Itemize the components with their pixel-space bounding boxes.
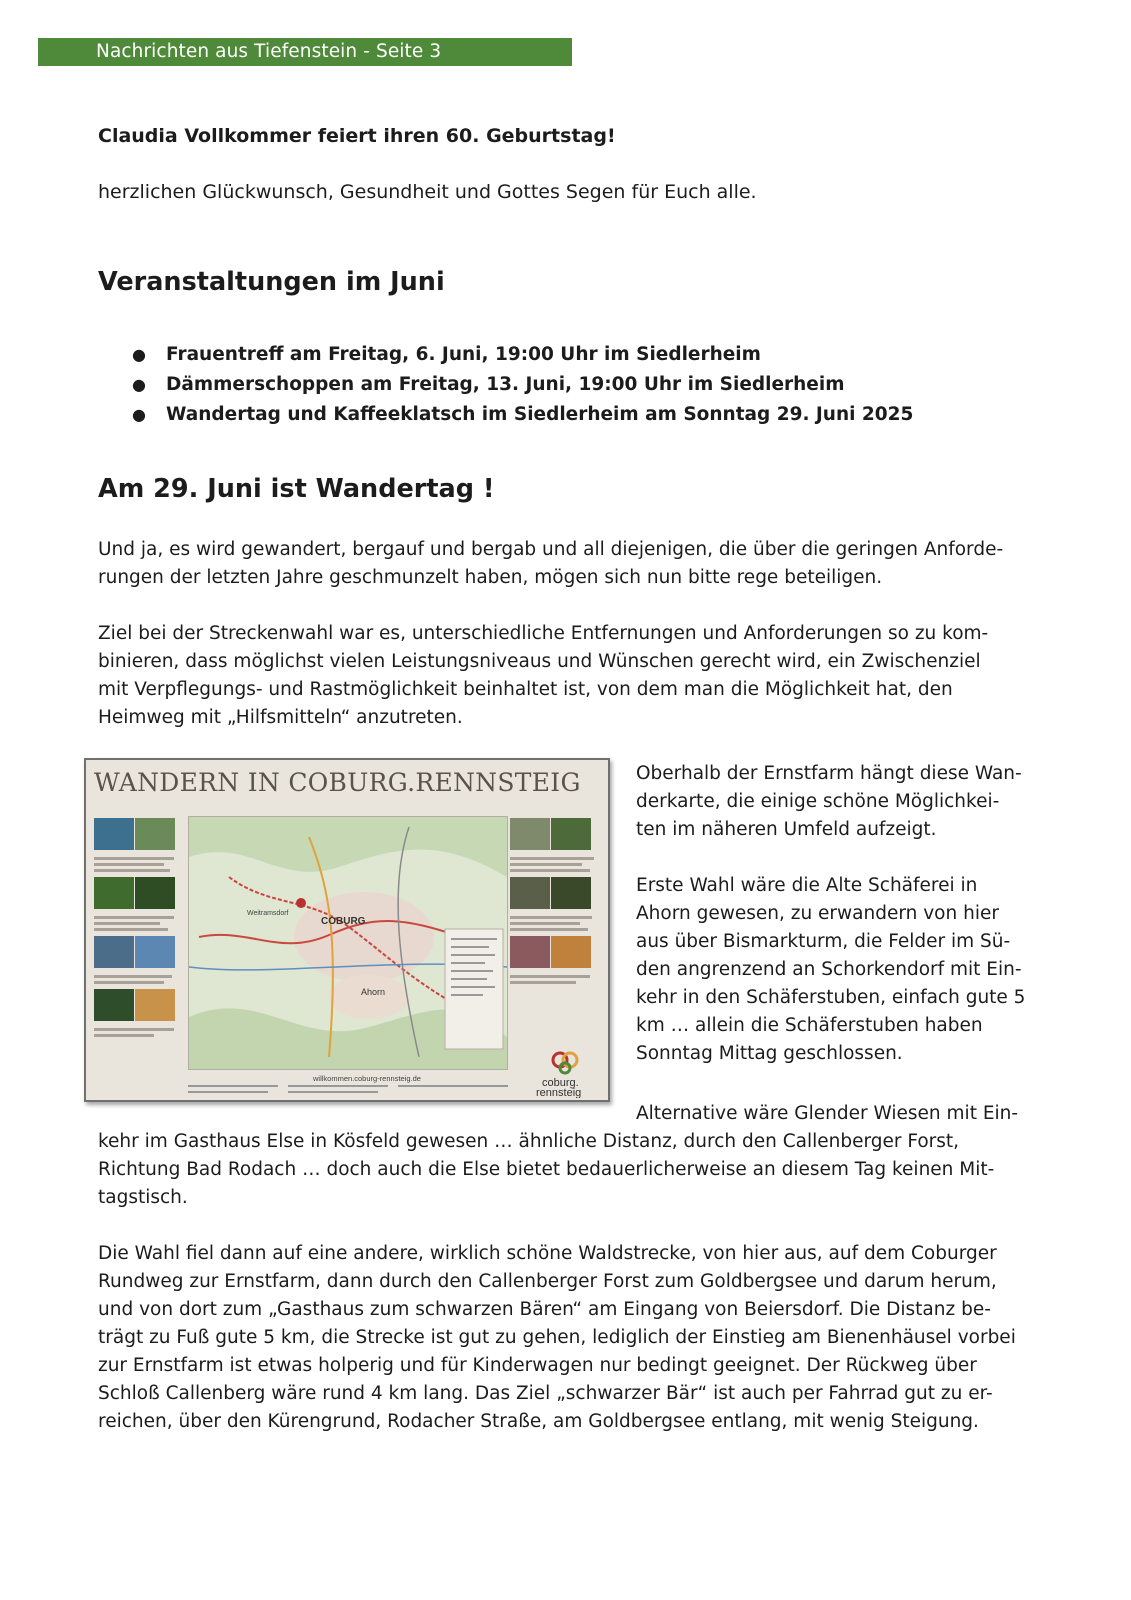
birthday-title: Claudia Vollkommer feiert ihren 60. Geburtstag! bbox=[98, 125, 616, 147]
list-item bbox=[128, 400, 913, 430]
event-text: Dämmerschoppen am Freitag, 13. Juni, 19:00 Uhr im Siedlerheim bbox=[166, 374, 845, 395]
paragraph-first-choice bbox=[636, 872, 1056, 1068]
logo-text-2: rennsteig bbox=[536, 1087, 582, 1098]
text-line: tagstisch. bbox=[98, 1187, 188, 1208]
sign-left-panel bbox=[94, 816, 184, 1068]
text-line: Ahorn gewesen, zu erwandern von hier bbox=[636, 903, 999, 924]
map-label-weitramsdorf: Weitramsdorf bbox=[247, 910, 289, 917]
paragraph-alternative-start: Alternative wäre Glender Wiesen mit Ein- bbox=[636, 1103, 1019, 1124]
text-line: Und ja, es wird gewandert, bergauf und bergab und all diejenigen, die über die geringen Anforde- bbox=[98, 539, 1004, 560]
text-line: derkarte, die einige schöne Möglichkei- bbox=[636, 791, 1000, 812]
bullet-icon: ● bbox=[132, 345, 146, 364]
text-line: Rundweg zur Ernstfarm, dann durch den Callenberger Forst zum Goldbergsee und darum herum, bbox=[98, 1271, 997, 1292]
sign-url: willkommen.coburg-rennsteig.de bbox=[313, 1074, 421, 1083]
events-heading: Veranstaltungen im Juni bbox=[98, 267, 445, 297]
header-title: Nachrichten aus Tiefenstein - Seite 3 bbox=[96, 41, 442, 62]
event-text: Frauentreff am Freitag, 6. Juni, 19:00 Uhr im Siedlerheim bbox=[166, 344, 761, 365]
text-line: kehr in den Schäferstuben, einfach gute 5 bbox=[636, 987, 1026, 1008]
text-line: binieren, dass möglichst vielen Leistungsniveaus und Wünschen gerecht wird, ein Zwischenziel bbox=[98, 651, 981, 672]
text-line: den angrenzend an Schorkendorf mit Ein- bbox=[636, 959, 1022, 980]
legend-graphic bbox=[188, 1072, 518, 1094]
text-line: Ziel bei der Streckenwahl war es, unterschiedliche Entfernungen und Anforderungen so zu kom- bbox=[98, 623, 989, 644]
text-line: Oberhalb der Ernstfarm hängt diese Wan- bbox=[636, 763, 1022, 784]
sign-title: WANDERN IN COBURG.RENNSTEIG bbox=[94, 768, 581, 797]
paragraph-alternative bbox=[98, 1128, 1043, 1212]
text-line: rungen der letzten Jahre geschmunzelt haben, mögen sich nun bitte rege beteiligen. bbox=[98, 567, 883, 588]
text-line: kehr im Gasthaus Else in Kösfeld gewesen … ähnliche Distanz, durch den Callenberger Forst, bbox=[98, 1131, 960, 1152]
page-header bbox=[38, 38, 572, 66]
text-line: zur Ernstfarm ist etwas holperig und für Kinderwagen nur bedingt geeignet. Der Rückweg über bbox=[98, 1355, 977, 1376]
text-line: mit Verpflegungs- und Rastmöglichkeit beinhaltet ist, von dem man die Möglichkeit hat, den bbox=[98, 679, 953, 700]
bullet-icon: ● bbox=[132, 375, 146, 394]
map-label-ahorn: Ahorn bbox=[361, 987, 386, 997]
text-line: und von dort zum „Gasthaus zum schwarzen Bären“ am Eingang von Beiersdorf. Die Distanz be- bbox=[98, 1299, 991, 1320]
sign-right-panel bbox=[510, 816, 602, 1068]
text-line: Sonntag Mittag geschlossen. bbox=[636, 1043, 903, 1064]
list-item bbox=[128, 340, 913, 370]
birthday-text: herzlichen Glückwunsch, Gesundheit und Gottes Segen für Euch alle. bbox=[98, 181, 757, 203]
sign-map bbox=[188, 816, 508, 1070]
logo-text-1: coburg. bbox=[542, 1077, 579, 1089]
paragraph-intro bbox=[98, 536, 1043, 592]
map-label-coburg: COBURG bbox=[321, 916, 366, 927]
events-list bbox=[128, 340, 913, 430]
logo-graphic bbox=[526, 1050, 604, 1098]
coburg-rennsteig-logo bbox=[526, 1050, 604, 1098]
text-line: Heimweg mit „Hilfsmitteln“ anzutreten. bbox=[98, 707, 463, 728]
event-text: Wandertag und Kaffeeklatsch im Siedlerheim am Sonntag 29. Juni 2025 bbox=[166, 404, 914, 425]
bullet-icon: ● bbox=[132, 405, 146, 424]
text-line: Schloß Callenberg wäre rund 4 km lang. Das Ziel „schwarzer Bär“ ist auch per Fahrrad gut zu er- bbox=[98, 1383, 993, 1404]
wandertag-heading: Am 29. Juni ist Wandertag ! bbox=[98, 474, 495, 504]
text-line: km … allein die Schäferstuben haben bbox=[636, 1015, 983, 1036]
paragraph-goal bbox=[98, 620, 1043, 732]
paragraph-final-route bbox=[98, 1240, 1043, 1436]
text-line: Die Wahl fiel dann auf eine andere, wirklich schöne Waldstrecke, von hier aus, auf dem Coburger bbox=[98, 1243, 997, 1264]
hiking-map-photo bbox=[84, 758, 610, 1102]
sign-legend bbox=[188, 1072, 518, 1094]
text-line: trägt zu Fuß gute 5 km, die Strecke ist gut zu gehen, lediglich der Einstieg am Bienenhäusel vorbei bbox=[98, 1327, 1016, 1348]
map-graphic bbox=[189, 817, 507, 1069]
paragraph-map-caption bbox=[636, 760, 1056, 844]
text-line: aus über Bismarkturm, die Felder im Sü- bbox=[636, 931, 1011, 952]
text-line: Erste Wahl wäre die Alte Schäferei in bbox=[636, 875, 978, 896]
text-line: ten im näheren Umfeld aufzeigt. bbox=[636, 819, 937, 840]
list-item bbox=[128, 370, 913, 400]
text-line: Richtung Bad Rodach … doch auch die Else bietet bedauerlicherweise an diesem Tag keinen Mit- bbox=[98, 1159, 995, 1180]
text-line: reichen, über den Kürengrund, Rodacher Straße, am Goldbergsee entlang, mit wenig Steigung. bbox=[98, 1411, 979, 1432]
